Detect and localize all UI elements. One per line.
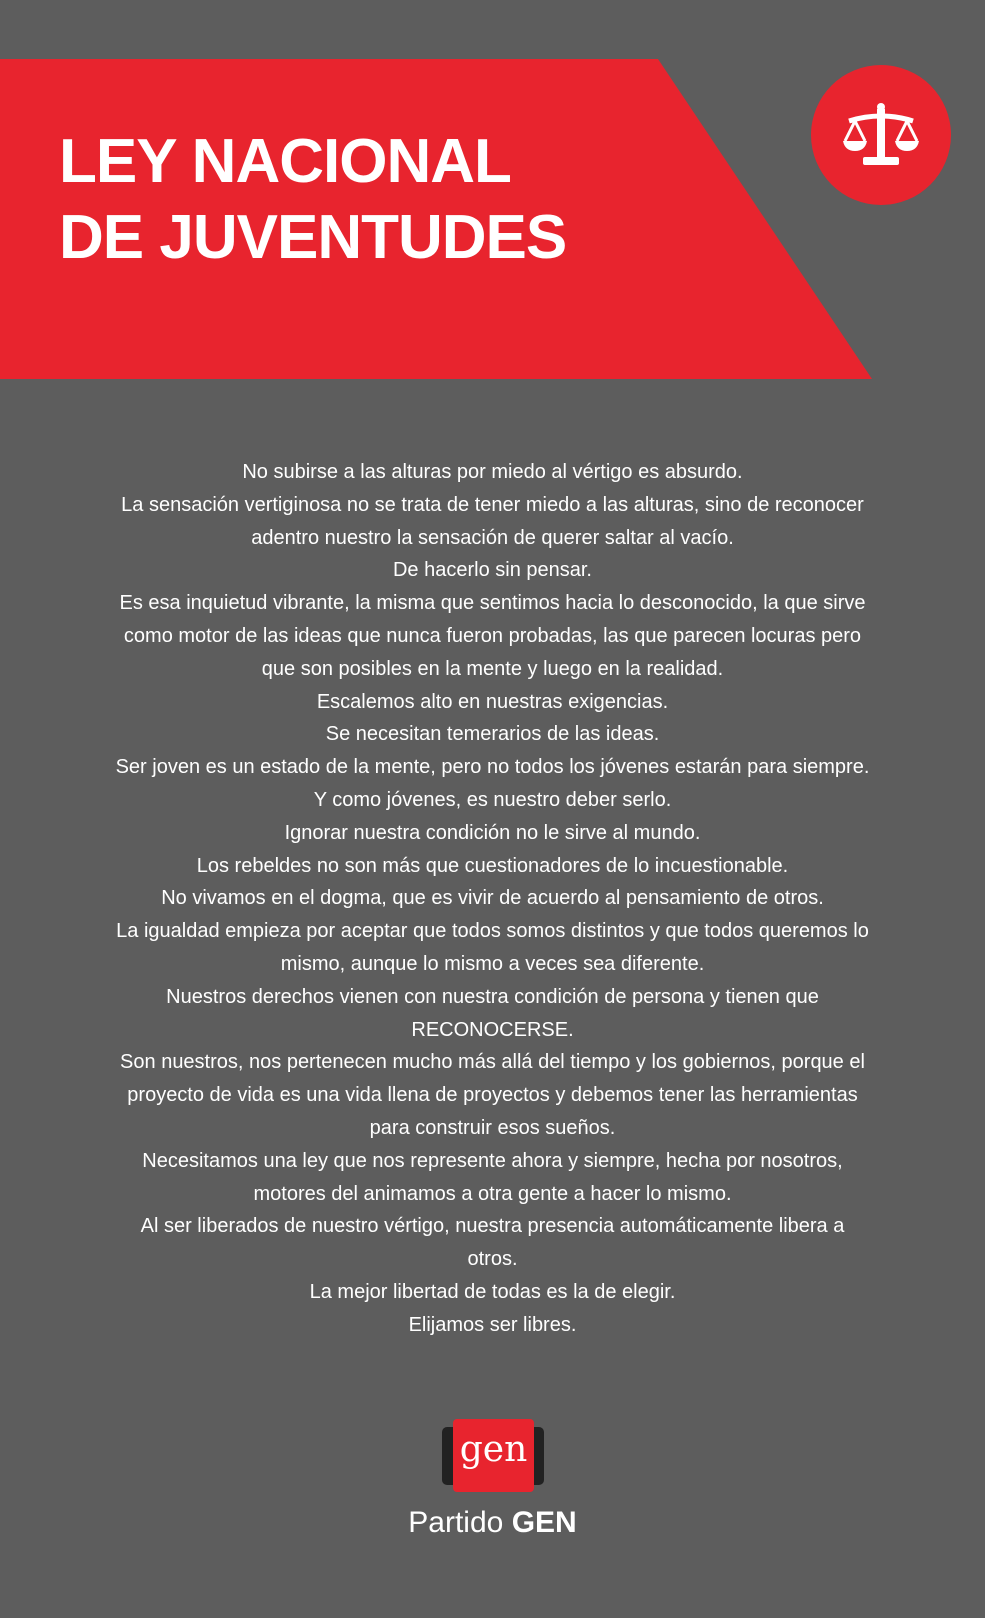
text-line: Al ser liberados de nuestro vértigo, nuestra presencia automáticamente libera a — [140, 1215, 845, 1238]
text-line: No vivamos en el dogma, que es vivir de acuerdo al pensamiento de otros. — [161, 887, 824, 910]
text-line: RECONOCERSE. — [411, 1018, 574, 1041]
text-line: adentro nuestro la sensación de querer saltar al vacío. — [251, 526, 734, 549]
text-line: Es esa inquietud vibrante, la misma que sentimos hacia lo desconocido, la que sirve — [119, 592, 866, 615]
text-line: La mejor libertad de todas es la de elegir. — [309, 1280, 676, 1303]
text-line: como motor de las ideas que nunca fueron probadas, las que parecen locuras pero — [123, 624, 862, 647]
text-line: Escalemos alto en nuestras exigencias. — [316, 690, 669, 713]
text-line: motores del animamos a otra gente a hacer lo mismo. — [253, 1182, 732, 1205]
text-line: Elijamos ser libres. — [408, 1313, 577, 1336]
text-line: para construir esos sueños. — [369, 1116, 616, 1139]
text-line: De hacerlo sin pensar. — [392, 559, 592, 582]
text-line: que son posibles en la mente y luego en la realidad. — [261, 657, 724, 680]
text-line: Los rebeldes no son más que cuestionadores de lo incuestionable. — [196, 854, 789, 877]
logo-mark: gen — [453, 1419, 534, 1492]
text-line: Nuestros derechos vienen con nuestra condición de persona y tienen que — [166, 985, 819, 1008]
text-line: proyecto de vida es una vida llena de proyectos y debemos tener las herramientas — [127, 1084, 858, 1107]
emblem-badge — [811, 65, 951, 205]
text-line: Ignorar nuestra condición no le sirve al mundo. — [284, 821, 701, 844]
manifesto-text — [60, 456, 925, 1342]
text-line: Ser joven es un estado de la mente, pero no todos los jóvenes estarán para siempre. — [115, 756, 870, 779]
text-line: Se necesitan temerarios de las ideas. — [325, 723, 660, 746]
text-line: No subirse a las alturas por miedo al vértigo es absurdo. — [242, 461, 743, 483]
text-line: La sensación vertiginosa no se trata de tener miedo a las alturas, sino de reconocer — [121, 493, 864, 516]
page-title — [59, 124, 566, 276]
scales-of-justice-icon — [843, 101, 919, 169]
party-name-regular: Partido — [408, 1506, 504, 1539]
text-line: La igualdad empieza por aceptar que todos somos distintos y que todos queremos lo — [116, 920, 869, 943]
text-line: otros. — [467, 1248, 518, 1271]
title-line: DE JUVENTUDES — [59, 203, 567, 272]
gen-logo — [442, 1419, 544, 1492]
text-line: Necesitamos una ley que nos represente ahora y siempre, hecha por nosotros, — [142, 1149, 843, 1172]
title-line: LEY NACIONAL — [59, 127, 511, 196]
party-name-bold: GEN — [511, 1506, 577, 1539]
party-name — [0, 1506, 985, 1540]
text-line: Son nuestros, nos pertenecen mucho más allá del tiempo y los gobiernos, porque el — [120, 1051, 865, 1074]
text-line: Y como jóvenes, es nuestro deber serlo. — [313, 788, 672, 811]
text-line: mismo, aunque lo mismo a veces sea diferente. — [280, 952, 705, 975]
